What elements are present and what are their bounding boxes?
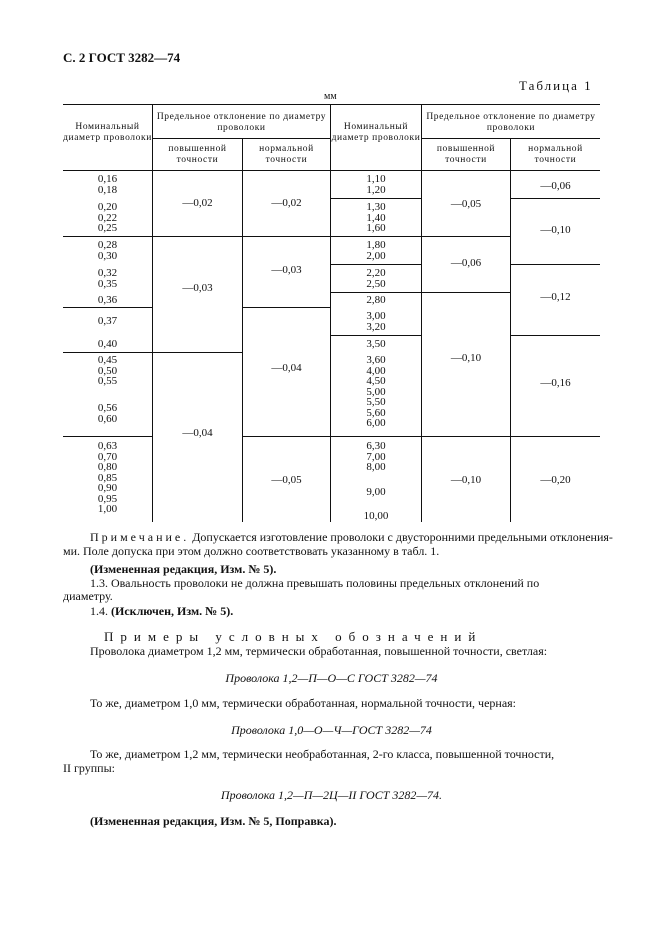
paragraph-1-3: 1.3. Овальность проволоки не должна превышать половины предельных отклонений по <box>90 576 540 590</box>
sep <box>510 436 600 437</box>
paragraph-1-3-cont: диаметру. <box>63 589 113 603</box>
sep <box>510 198 600 199</box>
example-3-designation: Проволока 1,2—П—2Ц—II ГОСТ 3282—74. <box>220 788 443 802</box>
diameter-cell: 1,80 2,00 <box>366 239 386 262</box>
header-deviation-right: Предельное отклонение по диаметру проволоки <box>426 112 596 133</box>
diameter-cell: 0,63 0,70 0,80 0,85 0,90 0,95 1,00 <box>97 440 118 515</box>
sep <box>330 264 422 265</box>
header-bottom-rule <box>63 170 600 171</box>
sep <box>63 307 153 308</box>
sep <box>330 292 422 293</box>
deviation-value: —0,12 <box>540 291 571 303</box>
example-2-designation: Проволока 1,0—О—Ч—ГОСТ 3282—74 <box>231 723 432 737</box>
diameter-cell: 6,30 7,00 8,00 <box>366 440 386 473</box>
header-diameter-right: Номинальный диаметр проволоки <box>331 122 421 143</box>
deviation-value: —0,06 <box>540 180 571 192</box>
sep <box>242 307 331 308</box>
sep <box>63 352 153 353</box>
vline-2 <box>242 138 243 522</box>
diameter-cell: 3,00 3,20 <box>366 310 386 333</box>
vline-4 <box>421 104 422 522</box>
diameter-cell: 1,30 1,40 1,60 <box>366 201 386 234</box>
diameter-cell: 2,80 <box>366 294 386 306</box>
deviation-value: —0,06 <box>450 257 482 269</box>
deviation-value: —0,10 <box>450 474 482 486</box>
sep <box>152 352 243 353</box>
header-normal-right: нормальной точности <box>528 144 583 165</box>
paragraph-number: 1.4. <box>90 604 108 618</box>
header-diameter-left: Номинальный диаметр проволоки <box>63 122 152 143</box>
diameter-cell: 0,45 0,50 0,55 <box>97 354 118 387</box>
header-high-right: повышенной точности <box>436 144 496 165</box>
deviation-value: —0,10 <box>540 224 571 236</box>
diameter-cell: 0,16 0,18 <box>97 173 118 196</box>
sep <box>510 335 600 336</box>
note-text: Допускается изготовление проволоки с двусторонними предельными отклонения- <box>189 530 613 544</box>
example-1-designation: Проволока 1,2—П—О—С ГОСТ 3282—74 <box>225 671 438 685</box>
diameter-cell: 0,36 <box>97 294 118 306</box>
diameter-cell: 9,00 <box>366 486 386 498</box>
sep <box>421 436 511 437</box>
sep <box>510 264 600 265</box>
note-continuation: ми. Поле допуска при этом должно соответствовать указанному в табл. 1. <box>63 544 440 558</box>
sep <box>330 335 422 336</box>
sep <box>421 236 511 237</box>
deviation-value: —0,04 <box>271 362 302 374</box>
deviation-value: —0,16 <box>540 377 571 389</box>
header-deviation-left: Предельное отклонение по диаметру проволоки <box>156 112 327 133</box>
table-note <box>90 531 613 545</box>
excluded-text: (Исключен, Изм. № 5). <box>111 604 234 618</box>
deviation-value: —0,03 <box>182 282 213 294</box>
deviation-value: —0,02 <box>182 197 213 209</box>
diameter-cell: 0,28 0,30 <box>97 239 118 262</box>
diameter-cell: 2,20 2,50 <box>366 267 386 290</box>
edit-note-1: (Измененная редакция, Изм. № 5). <box>90 562 277 576</box>
sep <box>63 436 153 437</box>
sep <box>152 236 243 237</box>
edit-note-2: (Измененная редакция, Изм. № 5, Поправка). <box>90 814 337 828</box>
paragraph-1-4 <box>90 605 233 619</box>
sep <box>242 236 331 237</box>
left-subheader-rule <box>152 138 330 139</box>
diameter-cell: 0,32 0,35 <box>97 267 118 290</box>
vline-5 <box>510 138 511 522</box>
examples-heading: Примеры условных обозначений <box>104 629 483 644</box>
diameter-cell: 0,37 <box>97 315 118 327</box>
header-normal-left: нормальной точности <box>259 144 314 165</box>
diameter-cell: 1,10 1,20 <box>366 173 386 196</box>
deviation-value: —0,05 <box>271 474 302 486</box>
note-label: Примечание. <box>90 530 190 544</box>
deviation-value: —0,20 <box>540 474 571 486</box>
sep <box>421 292 511 293</box>
diameter-cell: 0,56 0,60 <box>97 402 118 425</box>
example-3-text-cont: II группы: <box>63 761 115 775</box>
deviation-value: —0,04 <box>182 427 213 439</box>
table-top-border <box>63 104 600 105</box>
deviation-value: —0,03 <box>271 264 302 276</box>
deviation-value: —0,05 <box>450 198 482 210</box>
sep <box>242 436 331 437</box>
example-2-text: То же, диаметром 1,0 мм, термически обработанная, нормальной точности, черная: <box>90 696 517 710</box>
vline-1 <box>152 104 153 522</box>
diameter-cell: 10,00 <box>363 510 389 522</box>
example-1-text: Проволока диаметром 1,2 мм, термически обработанная, повышенной точности, светлая: <box>90 644 548 658</box>
diameter-cell: 0,40 <box>97 338 118 350</box>
units-label: мм <box>324 91 337 102</box>
deviation-value: —0,10 <box>450 352 482 364</box>
sep <box>63 236 153 237</box>
diameter-cell: 3,60 4,00 4,50 5,00 5,50 5,60 6,00 <box>366 354 386 429</box>
diameter-cell: 3,50 <box>366 338 386 350</box>
sep <box>330 198 422 199</box>
header-high-left: повышенной точности <box>168 144 227 165</box>
page-header: С. 2 ГОСТ 3282—74 <box>63 50 181 65</box>
example-3-text: То же, диаметром 1,2 мм, термически необработанная, 2-го класса, повышенной точности, <box>90 747 555 761</box>
sep <box>330 436 422 437</box>
diameter-cell: 0,20 0,22 0,25 <box>97 201 118 234</box>
deviation-value: —0,02 <box>271 197 302 209</box>
table-label: Таблица 1 <box>519 78 593 93</box>
sep <box>330 236 422 237</box>
